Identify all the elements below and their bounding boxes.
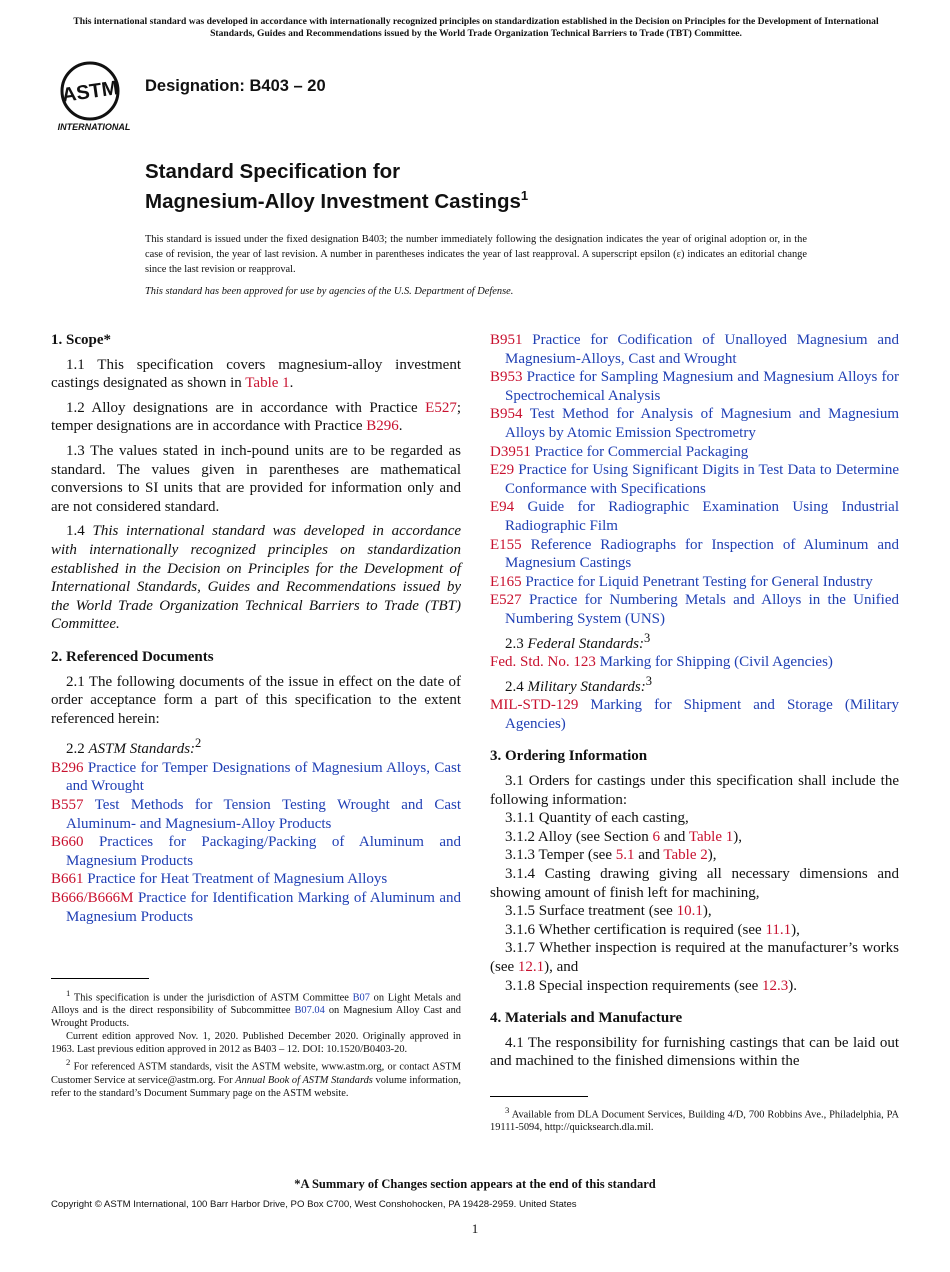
astm-ref-e155[interactable] bbox=[490, 536, 899, 573]
copyright: Copyright © ASTM International, 100 Barr Harbor Drive, PO Box C700, West Conshohocken, PA 19428-2959. United States bbox=[51, 1199, 577, 1210]
ref-title: Practice for Commercial Packaging bbox=[534, 443, 749, 460]
astm-ref-e527[interactable] bbox=[490, 591, 899, 628]
footnote-1: $^1$ This specification is under the jurisdiction of ASTM Committee B07 on Light Metals and Alloys and is the direct responsibility of Subcommittee B07.04 on Magnesium Alloy Cast and Wrought Products. bbox=[51, 988, 461, 1030]
astm-reference-list-left bbox=[51, 759, 461, 926]
scope-heading: 1. Scope* bbox=[51, 332, 111, 348]
footnotes-left bbox=[51, 987, 461, 1100]
ref-title: Test Methods for Tension Testing Wrought and Cast Aluminum- and Magnesium-Alloy Products bbox=[66, 797, 461, 832]
astm-ref-b951[interactable] bbox=[490, 331, 899, 368]
footnote-3: $^3$ Available from DLA Document Services, Building 4/D, 700 Robbins Ave., Philadelphia, PA 19111-5094, http://quicksearch.dla.mil. bbox=[490, 1105, 899, 1134]
section-5-1-link[interactable]: 5.1 bbox=[615, 847, 635, 864]
astm-ref-e94[interactable] bbox=[490, 498, 899, 535]
logo-subtext: INTERNATIONAL bbox=[57, 122, 131, 132]
section-11-1-link[interactable]: 11.1 bbox=[765, 921, 792, 938]
footnote-2: $^2$ For referenced ASTM standards, visit the ASTM website, www.astm.org, or contact ASTM Customer Service at service@astm.org. For Annual Book of ASTM Standards volume information, refer to the standard’s Document Summary page on the ASTM website. bbox=[51, 1057, 461, 1099]
table-1-link[interactable]: Table 1 bbox=[245, 375, 290, 392]
footnote-rule-right bbox=[490, 1096, 588, 1097]
ref-code: B296 bbox=[51, 759, 84, 776]
ref-code: E165 bbox=[490, 573, 522, 590]
intro-paragraph: This standard is issued under the fixed designation B403; the number immediately following the designation indicates the year of original adoption or, in the case of revision, the year of last revision. A number in parentheses indicates the year of last reapproval. A superscript epsilon (ε) indicates an editorial change since the last revision or reapproval. bbox=[145, 234, 807, 275]
left-column bbox=[51, 331, 461, 926]
ref-code: B954 bbox=[490, 406, 523, 423]
item-3-1-8: 3.1.8 Special inspection requirements (see 12.3). bbox=[505, 977, 798, 994]
section-6-link[interactable]: 6 bbox=[652, 828, 660, 845]
astm-ref-b661[interactable] bbox=[51, 870, 461, 889]
ref-code: B951 bbox=[490, 332, 523, 348]
astm-ref-d3951[interactable] bbox=[490, 443, 899, 462]
astm-ref-e165[interactable] bbox=[490, 573, 899, 592]
page-number: 1 bbox=[471, 1221, 479, 1236]
astm-ref-e29[interactable] bbox=[490, 461, 899, 498]
astm-ref-b557[interactable] bbox=[51, 796, 461, 833]
ref-title: Practice for Heat Treatment of Magnesium Alloys bbox=[87, 871, 388, 888]
title-footnote-marker: 1 bbox=[520, 188, 529, 203]
ref-title: Test Method for Analysis of Magnesium and Magnesium Alloys by Atomic Emission Spectrometry bbox=[505, 406, 900, 441]
item-3-1-6: 3.1.6 Whether certification is required (see 11.1), bbox=[505, 921, 800, 938]
ref-title: Practice for Codification of Unalloyed Magnesium and Magnesium-Alloys, Cast and Wrought bbox=[505, 332, 899, 367]
ref-title: Practice for Using Significant Digits in Test Data to Determine Conformance with Specifications bbox=[505, 462, 899, 497]
astm-ref-b953[interactable] bbox=[490, 368, 899, 405]
table-2-link[interactable]: Table 2 bbox=[663, 847, 708, 864]
ref-code: B666/B666M bbox=[51, 890, 134, 907]
refdocs-heading: 2. Referenced Documents bbox=[51, 648, 214, 665]
mil-std-129-ref[interactable]: MIL-STD-129 Marking for Shipment and Storage (Military Agencies) bbox=[490, 697, 899, 732]
footnote-1-edition: Current edition approved Nov. 1, 2020. Published December 2020. Originally approved in 1963. Last previous edition approved in 2012 as B403 – 12. DOI: 10.1520/B0403-20. bbox=[51, 1031, 461, 1056]
ref-title: Guide for Radiographic Examination Using Industrial Radiographic Film bbox=[505, 499, 900, 534]
ref-title: Practice for Temper Designations of Magnesium Alloys, Cast and Wrought bbox=[66, 759, 461, 795]
para-1-2: 1.2 Alloy designations are in accordance with Practice E527; temper designations are in accordance with Practice B296. bbox=[51, 399, 461, 435]
section-10-1-link[interactable]: 10.1 bbox=[676, 903, 703, 920]
title-line-1: Standard Specification for bbox=[145, 160, 401, 183]
para-2-1: 2.1 The following documents of the issue in effect on the date of order acceptance form a part of this specification to the extent referenced herein: bbox=[51, 673, 461, 727]
b07-link[interactable]: B07 bbox=[352, 992, 370, 1004]
dod-approval-note: This standard has been approved for use by agencies of the U.S. Department of Defense. bbox=[145, 286, 514, 297]
ref-code: E94 bbox=[490, 499, 515, 516]
item-3-1-3: 3.1.3 Temper (see 5.1 and Table 2), bbox=[505, 847, 717, 864]
ref-code: E155 bbox=[490, 536, 522, 553]
astm-standards-label: 2.2 ASTM Standards:$^2$ bbox=[66, 736, 202, 758]
top-notice: This international standard was developed in accordance with internationally recognized principles on standardization established in the Decision on Principles for the Development of International Standards, Guides and Recommendations issued by the World Trade Organization Technical Barriers to Trade (TBT) Committee. bbox=[73, 16, 879, 39]
footnotes-right bbox=[490, 1104, 899, 1134]
ref-title: Practice for Identification Marking of Aluminum and Magnesium Products bbox=[66, 890, 461, 925]
para-3-1: 3.1 Orders for castings under this specification shall include the following information: bbox=[490, 773, 899, 808]
ref-title: Practice for Liquid Penetrant Testing for General Industry bbox=[525, 573, 873, 590]
para-1-1: 1.1 This specification covers magnesium-alloy investment castings designated as shown in Table 1. bbox=[51, 356, 461, 392]
summary-of-changes-note: *A Summary of Changes section appears at the end of this standard bbox=[294, 1177, 656, 1191]
table-1-link-2[interactable]: Table 1 bbox=[688, 828, 734, 845]
federal-standards-label: 2.3 Federal Standards:$^3$ bbox=[505, 630, 651, 652]
ref-code: B557 bbox=[51, 797, 84, 814]
footnote-rule-left bbox=[51, 978, 149, 979]
document-title bbox=[145, 160, 528, 214]
item-3-1-4: 3.1.4 Casting drawing giving all necessary dimensions and showing amount of finish left for machining, bbox=[490, 866, 899, 901]
ref-code: D3951 bbox=[490, 443, 531, 460]
astm-reference-list-right bbox=[490, 331, 899, 629]
ref-title: Practice for Sampling Magnesium and Magnesium Alloys for Spectrochemical Analysis bbox=[505, 369, 899, 404]
item-3-1-7: 3.1.7 Whether inspection is required at the manufacturer’s works (see 12.1), and bbox=[490, 940, 899, 975]
ref-title: Reference Radiographs for Inspection of Aluminum and Magnesium Castings bbox=[505, 536, 900, 572]
para-1-4: 1.4 This international standard was developed in accordance with internationally recognized principles on standardization established in the Decision on Principles for the Development of International Standards, Guides and Recommendations issued by the World Trade Organization Technical Barriers to Trade (TBT) Committee. bbox=[51, 523, 462, 633]
astm-logo bbox=[54, 58, 134, 132]
para-4-1: 4.1 The responsibility for furnishing castings that can be laid out and machined to the finished dimensions within the bbox=[490, 1034, 899, 1070]
materials-heading: 4. Materials and Manufacture bbox=[490, 1010, 683, 1027]
section-12-3-link[interactable]: 12.3 bbox=[762, 977, 789, 994]
designation: Designation: B403 – 20 bbox=[145, 77, 326, 95]
right-column bbox=[490, 331, 899, 1077]
military-standards-label: 2.4 Military Standards:$^3$ bbox=[505, 673, 652, 695]
ref-code: B660 bbox=[51, 834, 84, 851]
astm-ref-b296[interactable] bbox=[51, 759, 461, 796]
ref-title: Practice for Numbering Metals and Alloys in the Unified Numbering System (UNS) bbox=[505, 592, 900, 627]
b07-04-link[interactable]: B07.04 bbox=[294, 1005, 325, 1017]
ref-code: B953 bbox=[490, 369, 523, 386]
section-12-1-link[interactable]: 12.1 bbox=[517, 959, 545, 975]
b296-link[interactable]: B296 bbox=[366, 418, 399, 435]
logo-text: ASTM bbox=[60, 77, 120, 107]
ref-code: B661 bbox=[51, 871, 84, 888]
e527-link[interactable]: E527 bbox=[425, 399, 457, 416]
para-1-3: 1.3 The values stated in inch-pound units are to be regarded as standard. The values given in parentheses are mathematical conversions to SI units that are provided for information only and are not considered standard. bbox=[51, 442, 461, 515]
item-3-1-2: 3.1.2 Alloy (see Section 6 and Table 1), bbox=[505, 828, 742, 845]
fed-std-123-ref[interactable]: Fed. Std. No. 123 Marking for Shipping (Civil Agencies) bbox=[490, 654, 833, 671]
item-3-1-1: 3.1.1 Quantity of each casting, bbox=[505, 810, 689, 827]
astm-ref-b954[interactable] bbox=[490, 405, 899, 442]
item-3-1-5: 3.1.5 Surface treatment (see 10.1), bbox=[505, 903, 712, 920]
ordering-heading: 3. Ordering Information bbox=[490, 748, 648, 765]
ref-code: E527 bbox=[490, 592, 522, 609]
astm-ref-b666-b666m[interactable] bbox=[51, 889, 461, 926]
ref-title: Practices for Packaging/Packing of Aluminum and Magnesium Products bbox=[66, 834, 462, 869]
astm-ref-b660[interactable] bbox=[51, 833, 461, 870]
title-line-2: Magnesium-Alloy Investment Castings bbox=[145, 189, 521, 213]
ref-code: E29 bbox=[490, 462, 515, 479]
